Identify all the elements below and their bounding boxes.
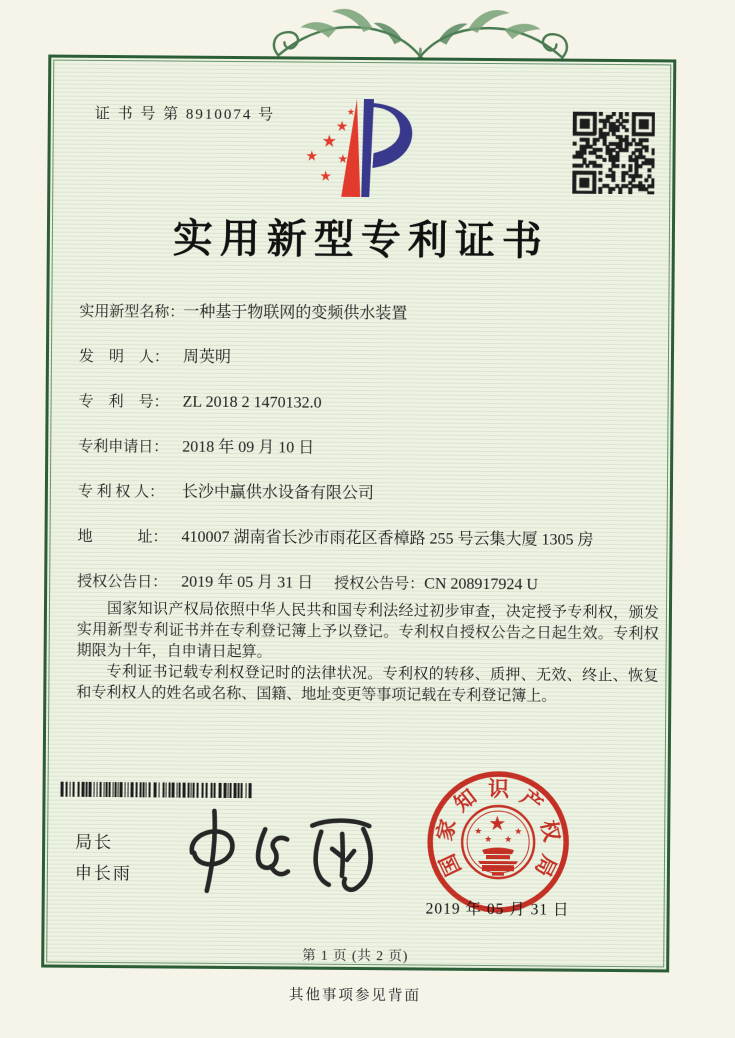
field-row-inventor	[79, 346, 649, 372]
field-row-filing-date	[78, 436, 648, 462]
svg-text:★: ★	[484, 834, 493, 846]
certificate-frame	[41, 55, 676, 973]
field-value: 长沙中赢供水设备有限公司	[181, 483, 374, 503]
certificate-number: 证 书 号 第 8910074 号	[94, 105, 276, 124]
svg-text:★: ★	[488, 811, 507, 836]
field-label: 发 明 人：	[78, 348, 170, 366]
field-value: 一种基于物联网的变频供水装置	[183, 303, 408, 323]
field-label: 地 址：	[77, 528, 168, 546]
svg-text:★: ★	[514, 827, 523, 838]
national-emblem	[462, 806, 535, 879]
logo-star: ★	[321, 131, 337, 152]
field-value: ZL 2018 2 1470132.0	[182, 393, 322, 412]
logo-star: ★	[305, 148, 319, 165]
logo-star: ★	[335, 118, 349, 135]
field-label: 实用新型名称：	[79, 303, 185, 321]
svg-text:知: 知	[449, 784, 482, 817]
svg-text:国: 国	[434, 850, 466, 880]
svg-text:家: 家	[432, 817, 461, 844]
handwritten-signature	[162, 800, 398, 897]
svg-text:★: ★	[504, 835, 513, 846]
certificate-fields	[77, 301, 649, 620]
commissioner-title: 局长	[75, 832, 114, 853]
svg-text:★: ★	[474, 826, 483, 837]
svg-text:识: 识	[487, 777, 510, 802]
field-value: 410007 湖南省长沙市雨花区香樟路 255 号云集大厦 1305 房	[181, 528, 594, 549]
logo-p-bowl	[371, 103, 412, 168]
grant-number	[334, 573, 538, 597]
logo-blue-bar	[361, 99, 374, 197]
legal-paragraphs	[76, 599, 659, 709]
field-row-patent-number	[79, 391, 649, 417]
logo-star: ★	[346, 107, 356, 118]
field-row-name	[79, 301, 649, 327]
commissioner-name: 申长雨	[74, 863, 132, 884]
legal-paragraph-2: 专利证书记载专利权登记时的法律状况。专利权的转移、质押、无效、终止、恢复和专利权人的姓名或名称、国籍、地址变更等事项记载在专利登记簿上。	[76, 664, 659, 705]
field-value: CN 208917924 U	[424, 575, 539, 594]
field-row-address	[77, 526, 647, 552]
field-value: 2019 年 05 月 31 日	[181, 573, 314, 592]
svg-text:产: 产	[515, 785, 548, 817]
certificate-title: 实用新型专利证书	[172, 215, 550, 264]
seal-date: 2019 年 05 月 31 日	[425, 900, 570, 919]
svg-text:局: 局	[530, 850, 562, 881]
logo-star: ★	[319, 168, 333, 185]
field-label: 授权公告号：	[334, 575, 425, 593]
field-label: 专 利 号：	[78, 393, 169, 411]
field-label: 专 利 权 人：	[77, 483, 165, 501]
footer-note: 其他事项参见背面	[288, 987, 422, 1005]
field-label: 授权公告日：	[77, 573, 168, 591]
svg-text:权: 权	[536, 818, 564, 844]
field-value: 2018 年 09 月 10 日	[182, 438, 315, 457]
field-row-grant-date	[77, 571, 647, 597]
field-value: 周英明	[182, 348, 232, 366]
cnipa-logo	[297, 94, 423, 205]
barcode	[61, 782, 259, 799]
page-indicator: 第 1 页 (共 2 页)	[302, 947, 409, 964]
legal-paragraph-1: 国家知识产权局依照中华人民共和国专利法经过初步审查，决定授予专利权，颁发实用新型专利证书并在专利登记簿上予以登记。专利权自授权公告之日起生效。专利权期限为十年，自申请日起算。	[76, 601, 660, 661]
field-row-patentee	[78, 481, 648, 507]
field-label: 专利申请日：	[78, 438, 169, 456]
logo-star: ★	[337, 151, 349, 166]
qr-code	[572, 112, 655, 195]
